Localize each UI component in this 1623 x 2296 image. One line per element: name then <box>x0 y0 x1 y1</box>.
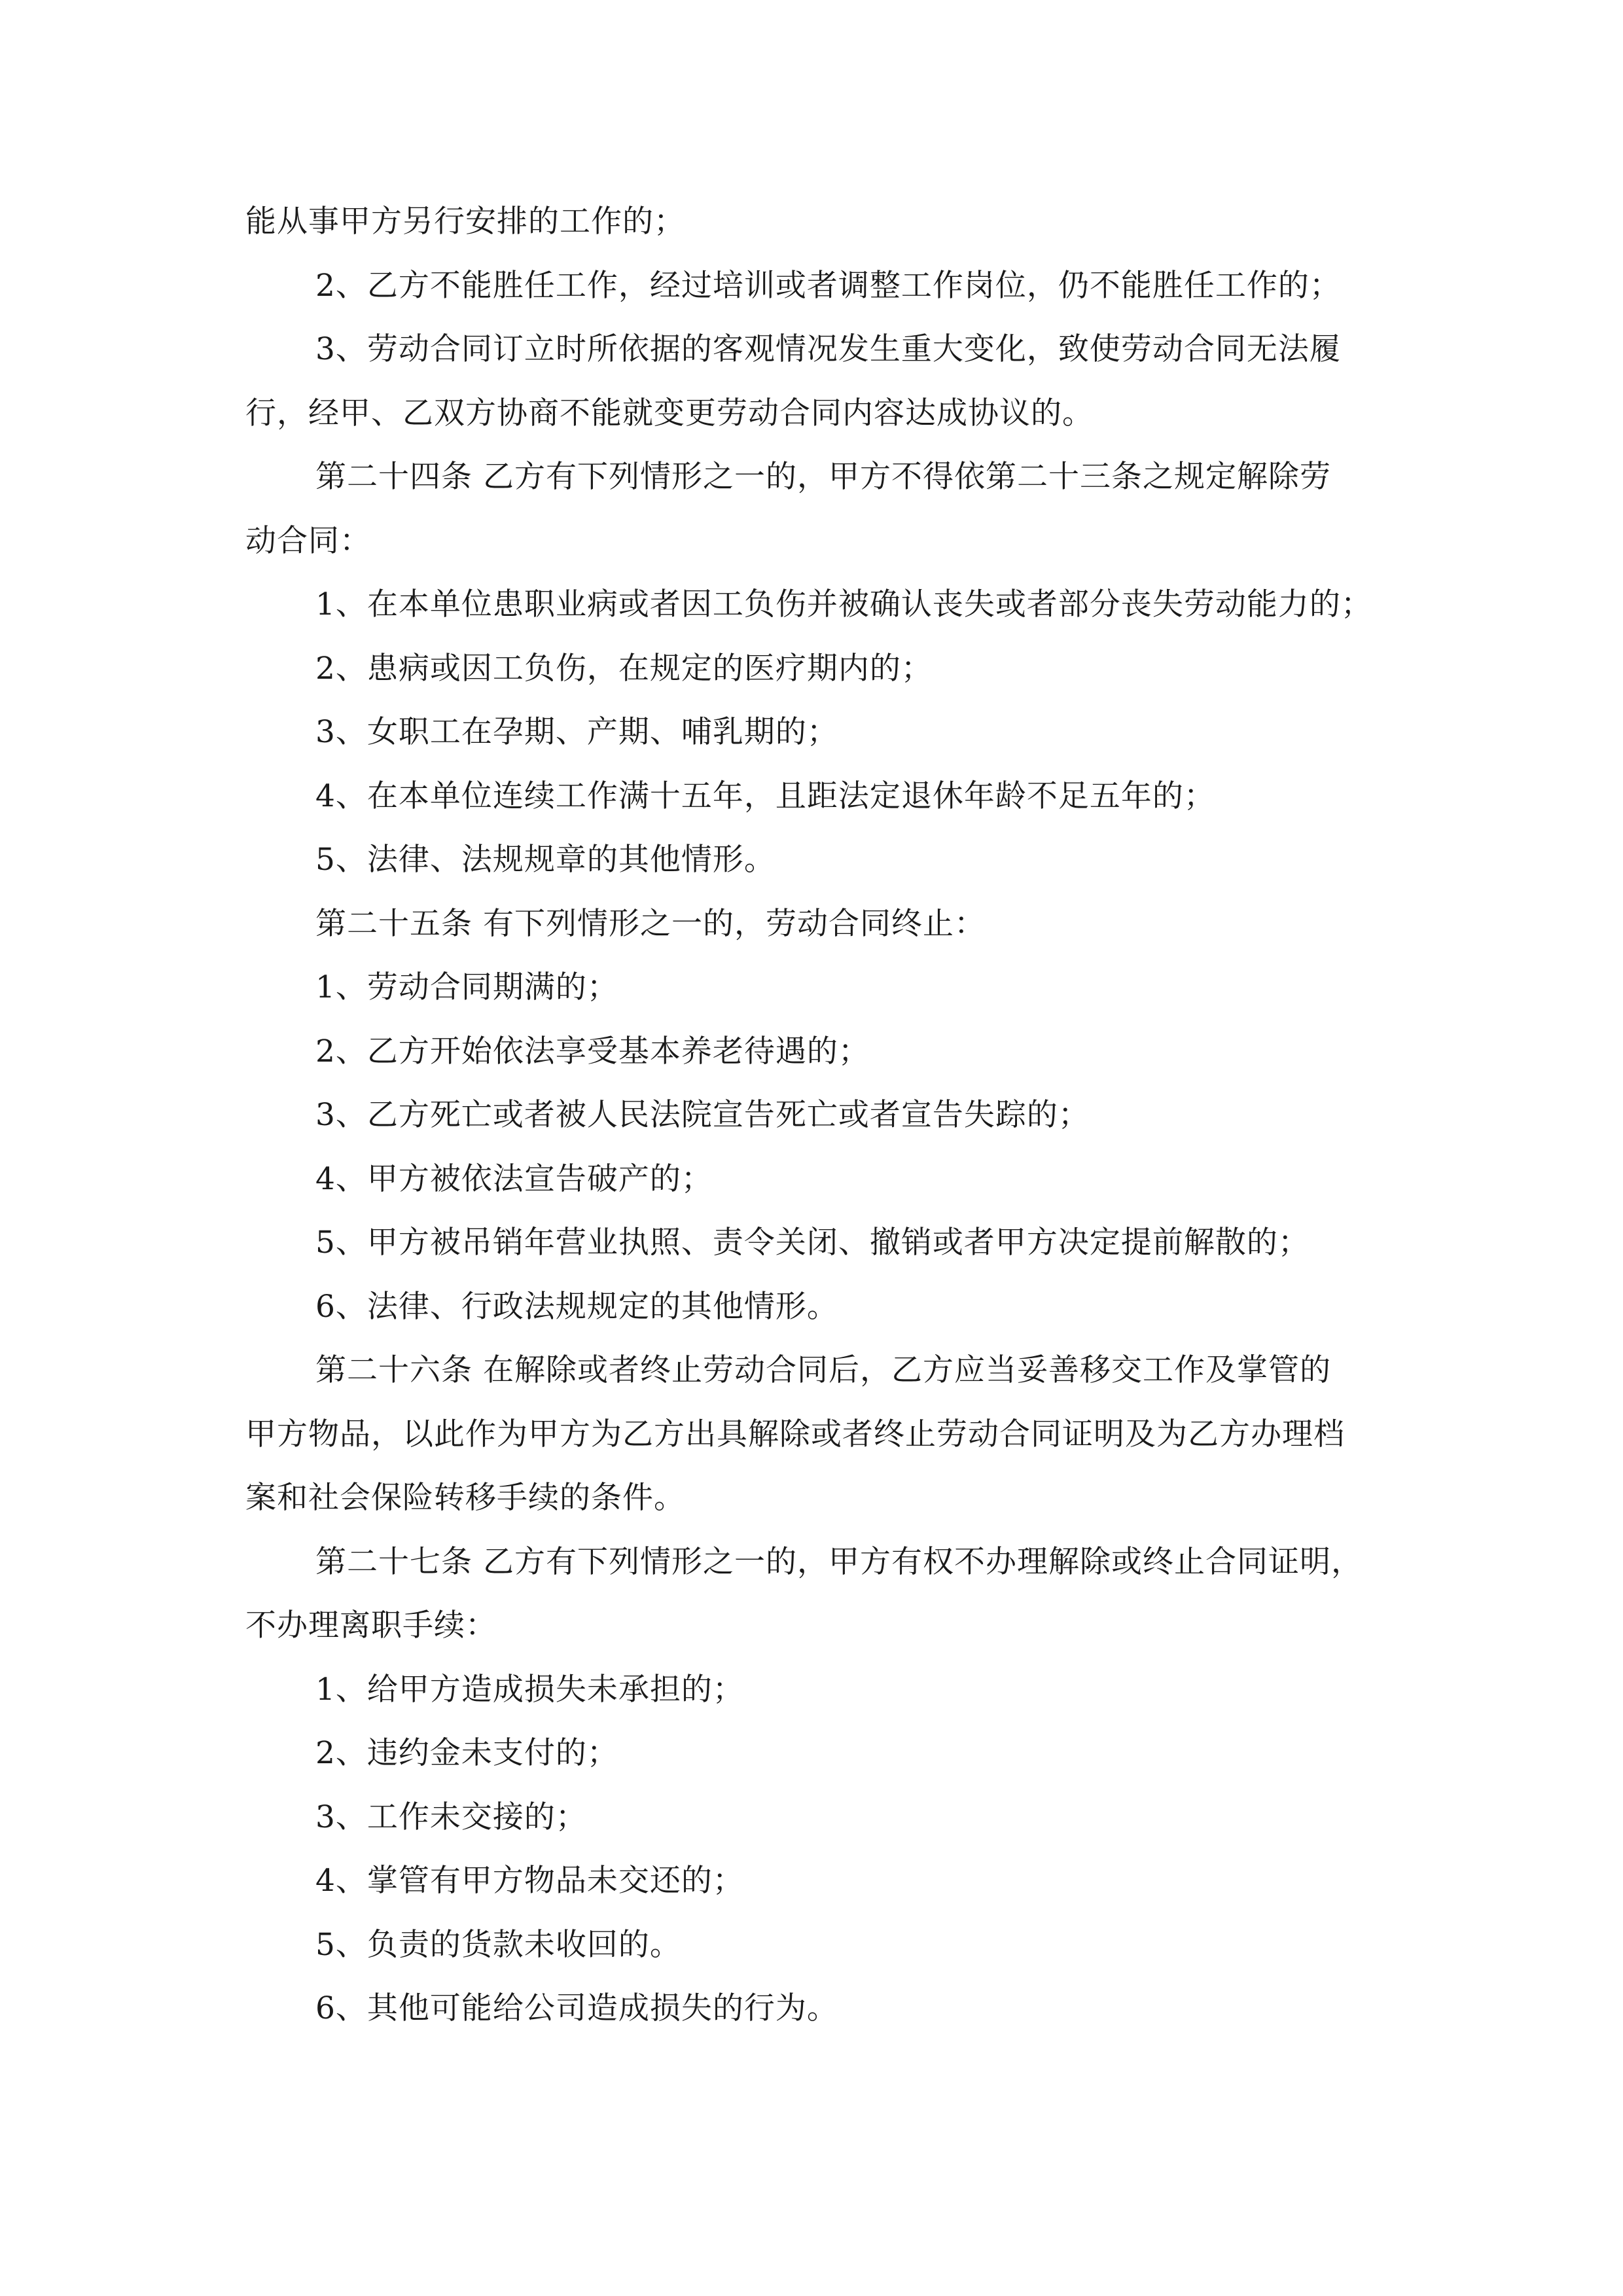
text-line: 3、工作未交接的； <box>315 1799 587 1835</box>
text-line: 6、其他可能给公司造成损失的行为。 <box>315 1990 838 2026</box>
text-line: 1、在本单位患职业病或者因工负伤并被确认丧失或者部分丧失劳动能力的； <box>315 586 1372 622</box>
text-line: 不办理离职手续： <box>245 1607 497 1643</box>
text-line: 甲方物品，以此作为甲方为乙方出具解除或者终止劳动合同证明及为乙方办理档 <box>245 1416 1345 1452</box>
text-line: 4、在本单位连续工作满十五年，且距法定退休年龄不足五年的； <box>315 778 1215 814</box>
text-line: 动合同： <box>245 522 371 559</box>
text-line: 2、乙方开始依法享受基本养老待遇的； <box>315 1033 870 1069</box>
text-line: 1、劳动合同期满的； <box>315 969 618 1005</box>
document-body <box>245 190 1397 2041</box>
text-line: 3、乙方死亡或者被人民法院宣告死亡或者宣告失踪的； <box>315 1097 1090 1133</box>
text-line: 4、掌管有甲方物品未交还的； <box>315 1863 744 1899</box>
article-24-heading: 第二十四条 乙方有下列情形之一的，甲方不得依第二十三条之规定解除劳 <box>315 459 1331 495</box>
text-line: 1、给甲方造成损失未承担的； <box>315 1671 744 1708</box>
text-line: 案和社会保险转移手续的条件。 <box>245 1480 685 1516</box>
article-27-heading: 第二十七条 乙方有下列情形之一的，甲方有权不办理解除或终止合同证明， <box>315 1543 1363 1580</box>
text-line: 2、乙方不能胜任工作，经过培训或者调整工作岗位，仍不能胜任工作的； <box>315 267 1341 304</box>
text-line: 行，经甲、乙双方协商不能就变更劳动合同内容达成协议的。 <box>245 395 1094 431</box>
text-line: 3、女职工在孕期、产期、哺乳期的； <box>315 714 838 750</box>
text-line: 6、法律、行政法规规定的其他情形。 <box>315 1288 838 1325</box>
text-line: 4、甲方被依法宣告破产的； <box>315 1160 713 1197</box>
text-line: 5、法律、法规规章的其他情形。 <box>315 842 776 878</box>
text-line: 2、违约金未支付的； <box>315 1735 618 1771</box>
text-line: 5、负责的货款未收回的。 <box>315 1926 681 1963</box>
text-line: 2、患病或因工负伤，在规定的医疗期内的； <box>315 650 933 687</box>
article-26-heading: 第二十六条 在解除或者终止劳动合同后，乙方应当妥善移交工作及掌管的 <box>315 1352 1331 1388</box>
article-25-heading: 第二十五条 有下列情形之一的，劳动合同终止： <box>315 905 986 942</box>
text-line: 能从事甲方另行安排的工作的； <box>245 204 685 240</box>
text-line: 3、劳动合同订立时所依据的客观情况发生重大变化，致使劳动合同无法履 <box>315 331 1341 367</box>
text-line: 5、甲方被吊销年营业执照、责令关闭、撤销或者甲方决定提前解散的； <box>315 1225 1310 1261</box>
